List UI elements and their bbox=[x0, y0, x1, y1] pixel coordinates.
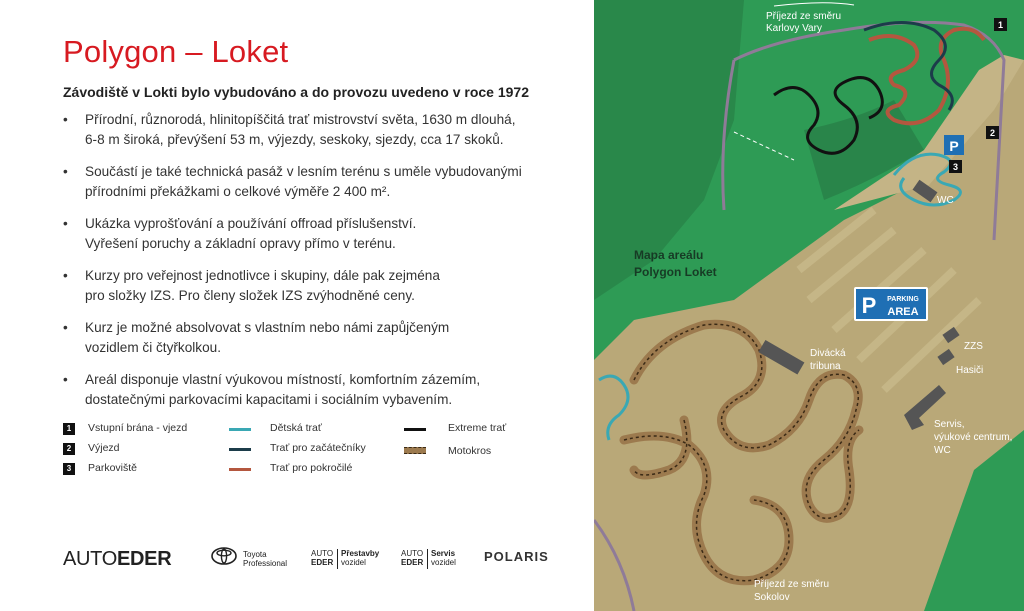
svg-text:PARKING: PARKING bbox=[887, 296, 919, 303]
wc-label: WC bbox=[937, 195, 954, 206]
legend-label-beginners-track: Trať pro začátečníky bbox=[270, 442, 366, 454]
tribune-line2: tribuna bbox=[810, 361, 841, 372]
legend-swatch-extreme bbox=[404, 428, 426, 431]
page-title: Polygon – Loket bbox=[63, 34, 289, 69]
autoeder-servis-logo: AUTO EDER bbox=[401, 549, 424, 567]
zzs-label: ZZS bbox=[964, 341, 983, 352]
legend-label-gate: Vstupní brána - vjezd bbox=[88, 422, 188, 434]
arrival-north-line2: Karlovy Vary bbox=[766, 23, 822, 34]
map-legend bbox=[63, 420, 533, 490]
legend-swatch-kids bbox=[229, 428, 251, 431]
list-item: • Přírodní, různorodá, hlinitopíščitá trať mistrovství světa, 1630 m dlouhá, 6-8 m široká, převýšení 53 m, výjezdy, seskoky, sjezdy, cca 17 skoků. bbox=[63, 110, 583, 150]
list-item: • Kurz je možné absolvovat s vlastním nebo námi zapůjčeným vozidlem či čtyřkolkou. bbox=[63, 318, 583, 358]
list-item: • Kurzy pro veřejnost jednotlivce i skupiny, dále pak zejména pro složky IZS. Pro členy složek IZS zvýhodněné ceny. bbox=[63, 266, 583, 306]
service-line3: WC bbox=[934, 445, 951, 456]
legend-label-motocross: Motokros bbox=[448, 445, 492, 457]
hasici-label: Hasiči bbox=[956, 365, 984, 376]
legend-swatch-beginners bbox=[229, 448, 251, 451]
svg-text:P: P bbox=[861, 293, 877, 318]
map-marker-2: 2 bbox=[989, 128, 996, 138]
autoeder-logo: AUTOEDER bbox=[63, 548, 172, 570]
map-marker-3: 3 bbox=[952, 162, 959, 172]
page-subtitle: Závodiště v Lokti bylo vybudováno a do provozu uvedeno v roce 1972 bbox=[63, 84, 529, 100]
parking-sign-letter: P bbox=[949, 138, 959, 154]
arrival-north-line1: Příjezd ze směru bbox=[766, 11, 842, 22]
list-item: • Ukázka vyprošťování a používání offroad příslušenství. Vyřešení poruchy a základní opravy přímo v terénu. bbox=[63, 214, 583, 254]
toyota-emblem-icon bbox=[211, 547, 237, 565]
servis-vozidel-text: Servis vozidel bbox=[431, 549, 456, 567]
svg-text:AREA: AREA bbox=[887, 306, 919, 318]
toyota-professional-text: Toyota Professional bbox=[243, 550, 288, 568]
map-illustration bbox=[594, 0, 1024, 611]
area-map bbox=[594, 0, 1024, 611]
legend-marker-3: 3 bbox=[63, 463, 75, 475]
partner-logos bbox=[63, 545, 563, 575]
service-line2: výukové centrum, bbox=[934, 432, 1013, 443]
tribune-line1: Divácká bbox=[810, 348, 846, 359]
feature-list bbox=[63, 110, 583, 422]
service-line1: Servis, bbox=[934, 419, 965, 430]
legend-swatch-motocross bbox=[404, 447, 426, 454]
legend-label-exit: Výjezd bbox=[88, 442, 120, 454]
polaris-logo: POLARIS bbox=[484, 549, 549, 564]
autoeder-prestavby-logo: AUTO EDER bbox=[311, 549, 334, 567]
legend-label-advanced-track: Trať pro pokročilé bbox=[270, 462, 353, 474]
legend-label-parking: Parkoviště bbox=[88, 462, 138, 474]
prestavby-vozidel-text: Přestavby vozidel bbox=[341, 549, 380, 567]
map-title-line2: Polygon Loket bbox=[634, 265, 717, 279]
legend-marker-1: 1 bbox=[63, 423, 75, 435]
map-marker-1: 1 bbox=[997, 20, 1004, 30]
map-title-line1: Mapa areálu bbox=[634, 248, 704, 262]
list-item: • Součástí je také technická pasáž v lesním terénu s uměle vybudovanými přírodními překážkami o celkové výměře 2 400 m². bbox=[63, 162, 583, 202]
legend-label-kids-track: Dětská trať bbox=[270, 422, 322, 434]
arrival-south-line1: Příjezd ze směru bbox=[754, 579, 830, 590]
list-item: • Areál disponuje vlastní výukovou místností, komfortním zázemím, dostatečnými parkovacími kapacitami i sociálním vybavením. bbox=[63, 370, 583, 410]
parking-area-sign bbox=[854, 287, 928, 321]
legend-label-extreme-track: Extreme trať bbox=[448, 422, 507, 434]
legend-marker-2: 2 bbox=[63, 443, 75, 455]
arrival-south-line2: Sokolov bbox=[754, 592, 790, 603]
legend-swatch-advanced bbox=[229, 468, 251, 471]
toyota-logo bbox=[211, 547, 237, 570]
